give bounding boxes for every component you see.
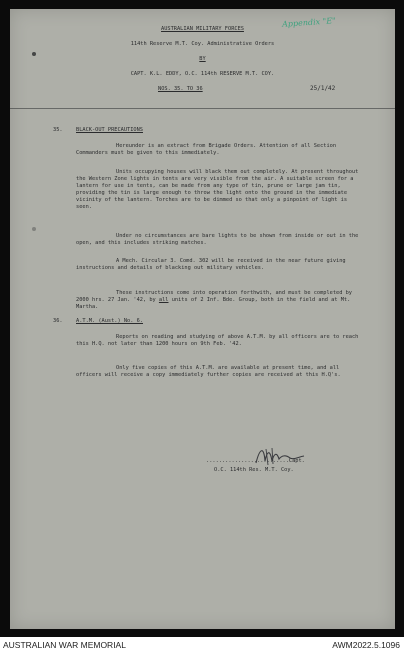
punch-hole	[32, 227, 36, 231]
footer-institution: AUSTRALIAN WAR MEMORIAL	[3, 640, 126, 650]
header-force: AUSTRALIAN MILITARY FORCES	[161, 26, 244, 32]
section-36-number: 36.	[53, 318, 63, 324]
section-35-title: BLACK-OUT PRECAUTIONS	[76, 127, 143, 133]
header-rule	[10, 108, 395, 109]
handwritten-annotation: Appendix "E"	[281, 16, 337, 29]
section-35-para-5	[76, 290, 366, 311]
footer-accession-number: AWM2022.5.1096	[332, 640, 400, 650]
document-sheet	[10, 9, 395, 629]
punch-hole	[32, 52, 36, 56]
header-date: 25/1/42	[310, 85, 336, 92]
para-5-emphasis: all	[158, 297, 169, 304]
header-orders: 114th Reserve M.T. Coy. Administrative Orders	[130, 41, 275, 47]
section-35-number: 35.	[53, 127, 63, 133]
section-36-title: A.T.M. (Aust.) No. 6.	[76, 318, 143, 324]
archive-footer	[0, 637, 404, 653]
signature-title: O.C. 114th Res. M.T. Coy.	[214, 467, 294, 473]
para-5-text-a: These instructions come into operation forthwith, and must be completed by 2000 hrs. 27 Jan. '42, by	[76, 290, 352, 304]
para-5-text-b: units of 2 Inf. Bde. Group, both in the field and at Mt. Martha.	[76, 297, 351, 311]
section-35-para-4: A Mech. Circular 3. Comd. 302 will be received in the near future giving instructions and details of blacking out military vehicles.	[76, 258, 346, 272]
section-35-para-3: Under no circumstances are bare lights to be shown from inside or out in the open, and this includes striking matches.	[76, 233, 359, 247]
section-35-para-2: Units occupying houses will black them out completely. At present throughout the Western Zone lights in tents are very visible from the air. A suitable screen for a lantern for use in tents, can be made from any type of tin, prune or large jam tin, providing the tin is large enough to throw the light onto the ground in the immediate vicinity of the lantern. Torches are to be dimmed so that only a pinpoint of light is seen.	[76, 169, 359, 211]
header-numbers: NOS. 35. TO 36	[158, 86, 203, 92]
section-35-para-1: Hereunder is an extract from Brigade Orders. Attention of all Section Commanders must be given to this immediately.	[76, 143, 337, 157]
header-by: BY	[199, 56, 206, 62]
section-36-para-1: Reports on reading and studying of above A.T.M. by all officers are to reach this H.Q. not later than 1200 hours on 9th Feb. '42.	[76, 334, 359, 348]
section-36-para-2: Only five copies of this A.T.M. are available at present time, and all officers will receive a copy immediately further copies are received at this H.Q's.	[76, 365, 341, 379]
signature-line: ..........................Capt.	[206, 458, 305, 464]
header-commander: CAPT. K.L. EDDY, O.C. 114th RESERVE M.T. COY.	[130, 71, 275, 77]
